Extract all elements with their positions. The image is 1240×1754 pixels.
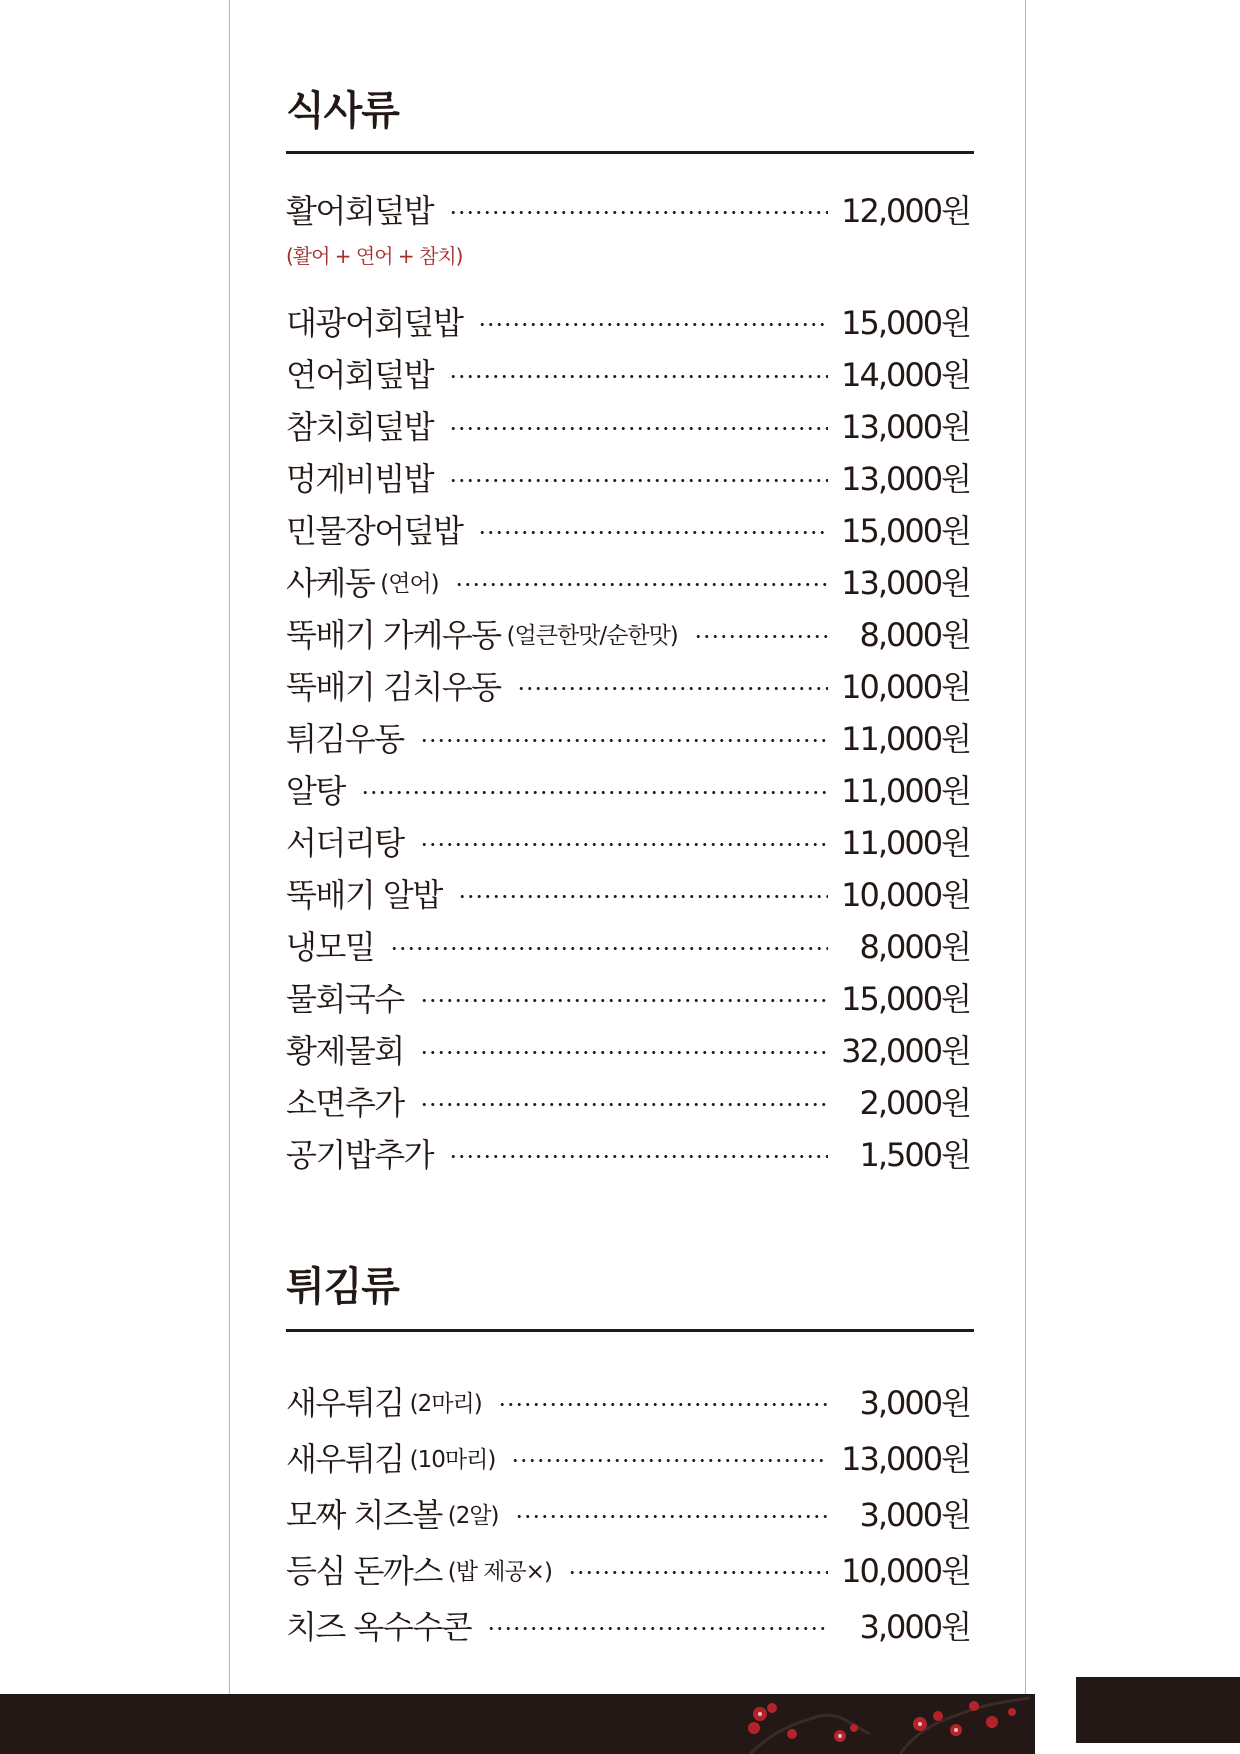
dot-leader [498,1402,828,1407]
menu-item-note: (2알) [447,1502,499,1529]
menu-item-name: 공기밥추가 [286,1136,434,1174]
menu-row [286,1603,970,1647]
dot-leader [449,426,828,431]
menu-item-price: 10,000원 [841,1552,970,1590]
menu-item-price: 1,500원 [859,1136,970,1174]
menu-item-name: 알탕 [286,772,345,810]
dot-leader [420,1102,828,1107]
dot-leader [515,1514,828,1519]
menu-item-name: 사케동 [286,564,375,602]
menu-row [286,455,970,499]
menu-item-price: 11,000원 [841,824,970,862]
dot-leader [478,322,828,327]
dot-leader [449,1154,828,1159]
menu-row [286,819,970,863]
section-title-fried: 튀김류 [286,1264,399,1310]
dot-leader [478,530,828,535]
menu-item-name: 서더리탕 [286,824,404,862]
menu-item-price: 13,000원 [841,408,970,446]
dot-leader [694,634,828,639]
menu-row [286,871,970,915]
menu-item-price: 14,000원 [841,356,970,394]
menu-item-name: 민물장어덮밥 [286,512,463,550]
plum-blossom-illustration [730,1694,1035,1754]
menu-item-name: 대광어회덮밥 [286,304,463,342]
menu-item-price: 3,000원 [859,1608,970,1646]
dot-leader [420,998,828,1003]
dot-leader [511,1458,828,1463]
menu-item-name: 멍게비빔밥 [286,460,434,498]
menu-item-price: 11,000원 [841,720,970,758]
dot-leader [420,738,828,743]
menu-item-price: 13,000원 [841,1440,970,1478]
menu-row [286,1131,970,1175]
menu-item-price: 3,000원 [859,1496,970,1534]
menu-item-price: 13,000원 [841,564,970,602]
menu-item-name: 물회국수 [286,980,404,1018]
menu-row [286,975,970,1019]
section-rule-meals [286,151,974,154]
menu-item-price: 15,000원 [841,980,970,1018]
dot-leader [458,894,828,899]
menu-item-name: 튀김우동 [286,720,404,758]
menu-row [286,403,970,447]
section-rule-fried [286,1329,974,1332]
menu-item-name: 새우튀김 [286,1440,404,1478]
menu-row [286,1379,970,1423]
menu-item-name: 황제물회 [286,1032,404,1070]
menu-row [286,507,970,551]
menu-row [286,1027,970,1071]
dot-leader [361,790,828,795]
section-title-meals: 식사류 [286,88,399,134]
menu-item-price: 3,000원 [859,1384,970,1422]
menu-item-note: (얼큰한맛/순한맛) [506,622,678,649]
dot-leader [449,210,828,215]
menu-item-sub-note: (활어 + 연어 + 참치) [286,244,463,268]
menu-row [286,1547,970,1591]
menu-item-name: 참치회덮밥 [286,408,434,446]
menu-row [286,923,970,967]
menu-item-name: 모짜 치즈볼 [286,1496,442,1534]
dot-leader [455,582,828,587]
menu-row [286,1491,970,1535]
footer-block [1076,1677,1240,1743]
menu-row [286,299,970,343]
menu-row [286,559,970,603]
menu-row [286,663,970,707]
dot-leader [449,374,828,379]
menu-item-price: 11,000원 [841,772,970,810]
menu-item-name: 치즈 옥수수콘 [286,1608,472,1646]
menu-item-price: 13,000원 [841,460,970,498]
menu-row [286,351,970,395]
menu-item-name: 소면추가 [286,1084,404,1122]
menu-item-price: 15,000원 [841,512,970,550]
menu-item-price: 8,000원 [859,928,970,966]
menu-item-price: 10,000원 [841,876,970,914]
menu-item-price: 8,000원 [859,616,970,654]
menu-item-price: 2,000원 [859,1084,970,1122]
menu-item-price: 10,000원 [841,668,970,706]
menu-item-name: 냉모밀 [286,928,375,966]
menu-item-price: 12,000원 [841,192,970,230]
menu-row [286,187,970,231]
menu-item-name: 등심 돈까스 [286,1552,442,1590]
dot-leader [420,1050,828,1055]
menu-item-note: (연어) [380,570,439,597]
dot-leader [568,1570,828,1575]
menu-item-name: 활어회덮밥 [286,192,434,230]
menu-item-name: 연어회덮밥 [286,356,434,394]
menu-row [286,715,970,759]
menu-item-name: 새우튀김 [286,1384,404,1422]
dot-leader [517,686,828,691]
dot-leader [390,946,828,951]
dot-leader [449,478,828,483]
menu-item-name: 뚝배기 알밥 [286,876,442,914]
menu-item-price: 15,000원 [841,304,970,342]
menu-item-name: 뚝배기 김치우동 [286,668,501,706]
menu-row [286,611,970,655]
menu-row [286,1079,970,1123]
menu-item-note: (밥 제공×) [447,1558,552,1585]
dot-leader [420,842,828,847]
menu-item-price: 32,000원 [841,1032,970,1070]
menu-item-note: (2마리) [409,1390,482,1417]
menu-row [286,767,970,811]
menu-item-name: 뚝배기 가케우동 [286,616,501,654]
menu-row [286,1435,970,1479]
dot-leader [487,1626,828,1631]
menu-item-note: (10마리) [409,1446,496,1473]
